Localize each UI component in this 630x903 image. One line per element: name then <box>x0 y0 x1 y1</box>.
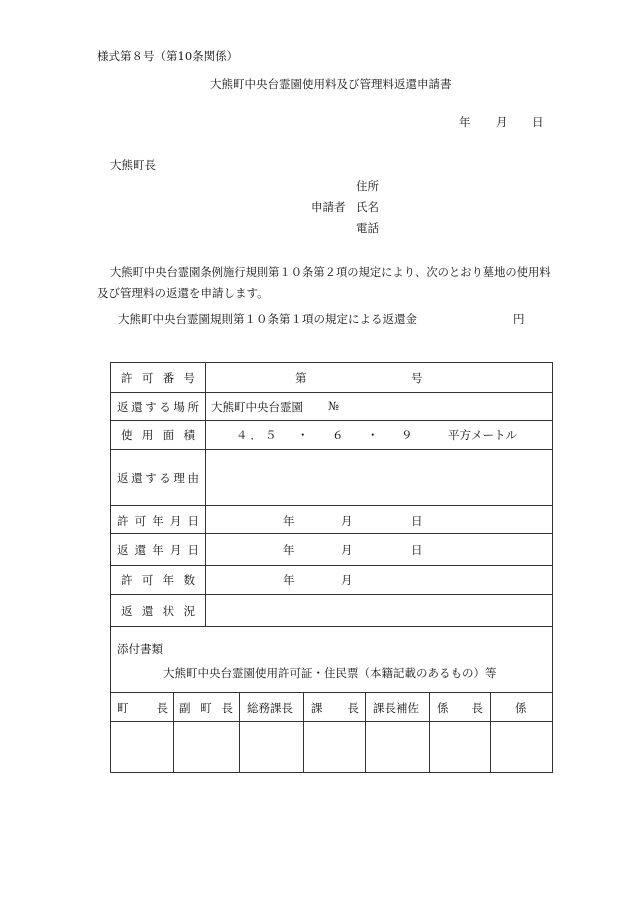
location-no: № <box>328 399 339 413</box>
label-return-location: 返 還 す る 場 所 <box>117 400 199 414</box>
body-text-line-2: 及び管理料の返還を申請します。 <box>97 286 269 300</box>
applicant-name-label: 氏名 <box>356 200 379 214</box>
page-title: 大熊町中央台霊園使用料及び管理料返還申請書 <box>210 77 452 91</box>
permit-years-month: 月 <box>341 573 353 587</box>
approval-assistant-chief: 課長補佐 <box>373 701 419 715</box>
label-return-status: 返 還 状 況 <box>121 604 195 618</box>
approval-general-affairs-chief: 総務課長 <box>247 701 293 715</box>
applicant-role: 申請者 <box>311 200 346 214</box>
attachments-text: 大熊町中央台霊園使用許可証・住民票（本籍記載のあるもの）等 <box>163 666 497 680</box>
area-option-3: ９ <box>401 428 413 442</box>
area-option-2: ６ <box>332 428 344 442</box>
attachments-heading: 添付書類 <box>117 642 163 656</box>
permit-date-day: 日 <box>411 514 423 528</box>
location-cemetery: 大熊町中央台霊園 <box>211 400 303 414</box>
application-table <box>110 362 553 773</box>
approval-chief-town: 町 長 <box>117 701 168 715</box>
label-usage-area: 使 用 面 積 <box>121 428 195 442</box>
permit-date-month: 月 <box>341 514 353 528</box>
refund-yen: 円 <box>513 312 525 326</box>
date-month: 月 <box>496 115 508 129</box>
label-return-date: 返 還 年 月 日 <box>117 543 199 557</box>
return-date-month: 月 <box>341 543 353 557</box>
approval-staff: 係 <box>515 701 527 715</box>
refund-line: 大熊町中央台霊園規則第１０条第１項の規定による返還金 <box>118 312 417 326</box>
permit-date-year: 年 <box>283 514 295 528</box>
date-day: 日 <box>532 115 544 129</box>
label-permit-years: 許 可 年 数 <box>121 573 195 587</box>
body-text-line-1: 大熊町中央台霊園条例施行規則第１０条第２項の規定により、次のとおり墓地の使用料 <box>110 266 551 279</box>
return-date-day: 日 <box>411 543 423 557</box>
area-unit: 平方メートル <box>448 428 517 442</box>
permit-years-year: 年 <box>283 573 295 587</box>
label-permit-number: 許 可 番 号 <box>121 371 195 385</box>
label-permit-date: 許 可 年 月 日 <box>117 514 199 528</box>
permit-number-suffix: 号 <box>411 371 423 385</box>
return-date-year: 年 <box>283 543 295 557</box>
area-separator-2: ・ <box>367 428 379 442</box>
area-option-1: ４．５ <box>236 428 280 442</box>
applicant-address-label: 住所 <box>356 179 379 193</box>
applicant-phone-label: 電話 <box>356 221 379 235</box>
addressee: 大熊町長 <box>110 158 156 172</box>
label-return-reason: 返 還 す る 理 由 <box>117 471 199 485</box>
approval-deputy-mayor: 副 町 長 <box>179 701 233 715</box>
permit-number-prefix: 第 <box>295 371 307 385</box>
approval-section-chief: 課 長 <box>311 701 359 715</box>
date-year: 年 <box>459 115 471 129</box>
area-separator-1: ・ <box>297 428 309 442</box>
approval-unit-chief: 係 長 <box>437 701 483 715</box>
form-number: 様式第８号（第10条関係） <box>97 49 239 63</box>
